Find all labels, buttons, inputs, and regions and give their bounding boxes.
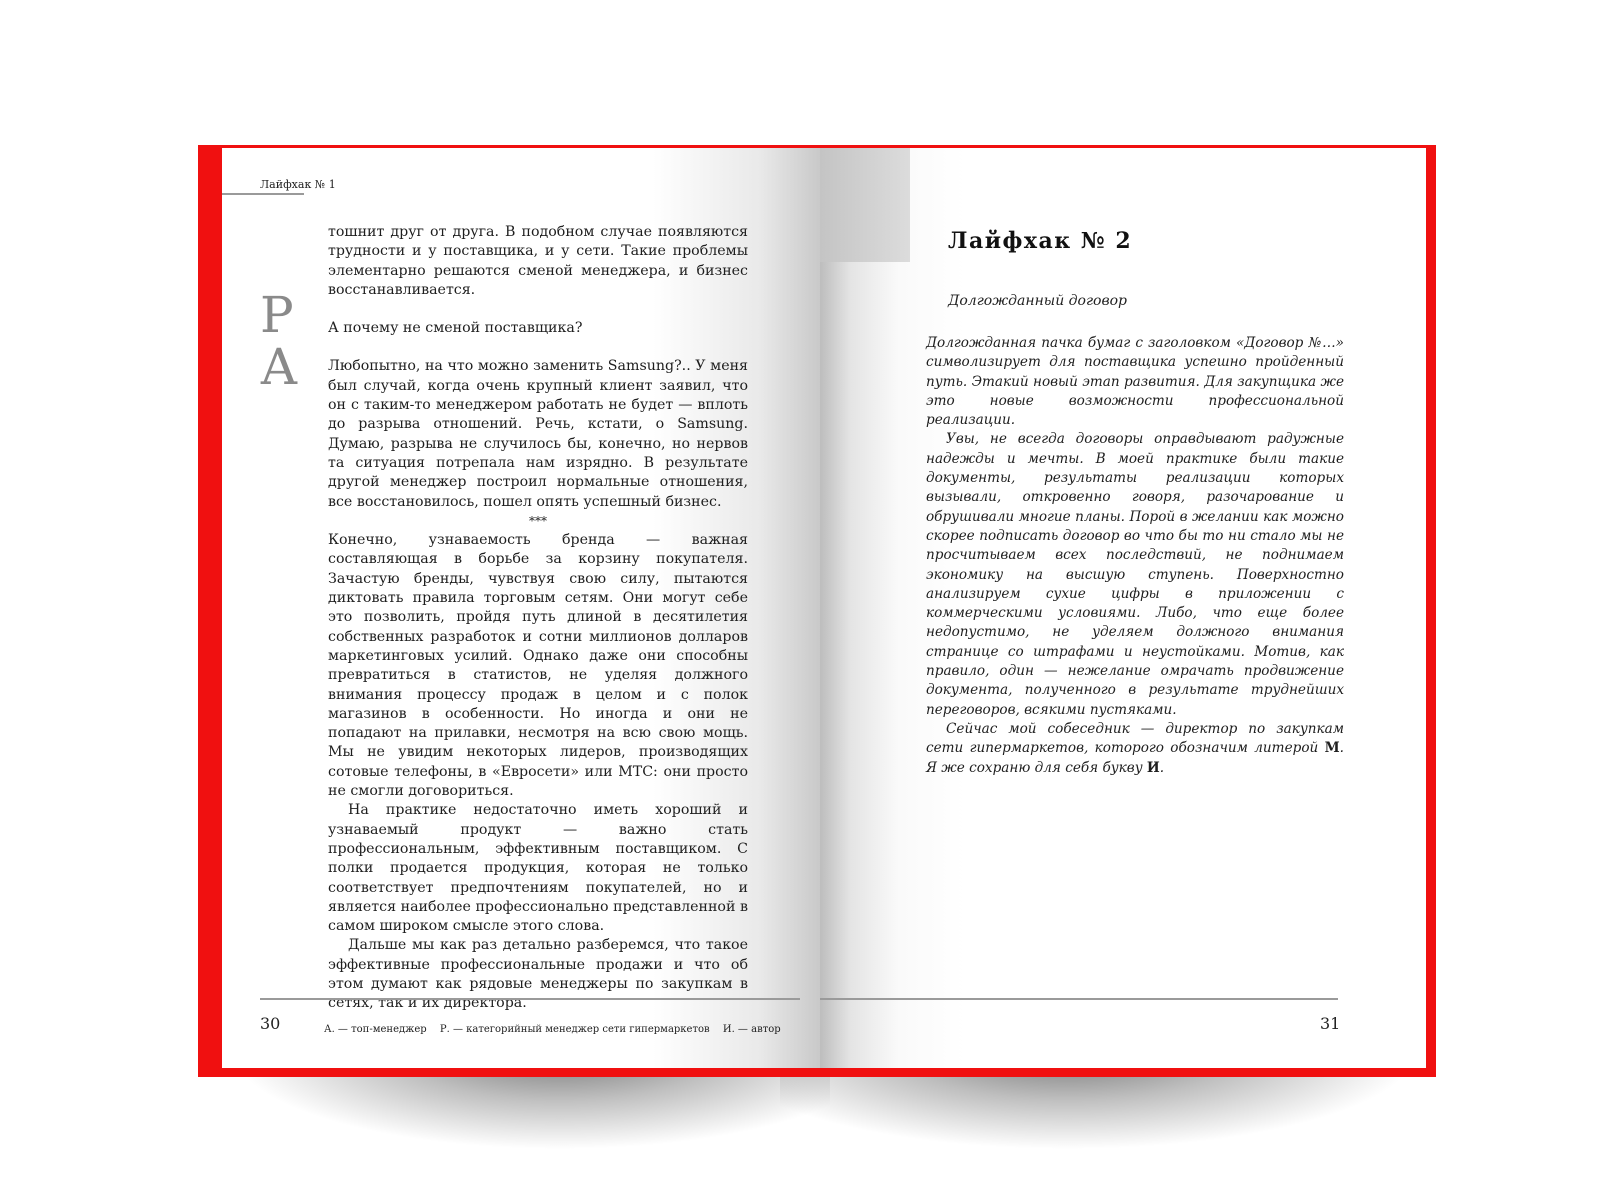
paragraph: Конечно, узнаваемость бренда — важная составляющая в борьбе за корзину покупателя. Зачастую бренды, чувствуя свою силу, пытаются диктовать правила торговым сетям. Они могут себе это позволить, пройдя путь длиной в десятилетия собственных разработок и сотни миллионов долларов маркетинговых усилий. Однако даже они способны превратиться в статистов, не уделяя должного внимания процессу продаж в целом и с полок магазинов в особенности. Но иногда и они не попадают на прилавки, несмотря на всю свою мощь. Мы не увидим некоторых лидеров, производящих сотовые телефоны, в «Евросети» или МТС: они просто не смогли договориться. bbox=[328, 532, 748, 800]
footnote-a: А. — топ-менеджер bbox=[324, 1024, 427, 1035]
running-header: Лайфхак № 1 bbox=[260, 178, 336, 191]
paragraph: Долгожданная пачка бумаг с заголовком «Договор №…» символизирует для поставщика успешно пройденный путь. Этакий новый этап развития. Для закупщика же это новые возможности профессиональной реализации. bbox=[926, 335, 1344, 429]
left-page bbox=[222, 148, 820, 1068]
footer-rule bbox=[260, 998, 800, 1000]
question-paragraph: А почему не сменой поставщика? bbox=[328, 320, 583, 337]
page-number-right: 31 bbox=[1320, 1014, 1341, 1033]
speaker-letter-r: Р bbox=[260, 286, 294, 344]
paragraph: На практике недостаточно иметь хороший и узнаваемый продукт — важно стать профессиональным, эффективным поставщиком. С полки продается продукция, которая не только соответствует предпочтениям покупателей, но и является наиболее профессионально представленной в самом широком смысле этого слова. bbox=[328, 802, 748, 935]
letter-i: И bbox=[1146, 759, 1160, 776]
footnote-i: И. — автор bbox=[722, 1024, 781, 1035]
paragraph-end: . bbox=[1159, 759, 1165, 776]
paragraph: Дальше мы как раз детально разберемся, что такое эффективные профессиональные продажи и что об этом думают как рядовые менеджеры по закупкам в сетях, так и их директора. bbox=[328, 937, 748, 1012]
right-page bbox=[820, 148, 1426, 1068]
paragraph: Любопытно, на что можно заменить Samsung?.. У меня был случай, когда очень крупный клиент заявил, что он с таким-то менеджером работать не будет — вплоть до разрыва отношений. Речь, кстати, о Samsung. Думаю, разрыва не случилось бы, конечно, но нервов та ситуация потрепала нам изрядно. В результате другой менеджер построил нормальные отношения, все восстановилось, пошел опять успешный бизнес. bbox=[328, 358, 748, 510]
paragraph-text: . Я же сохраню для себя букву bbox=[926, 740, 1344, 776]
chapter-tab bbox=[820, 148, 910, 262]
header-rule bbox=[222, 193, 304, 195]
letter-m: М bbox=[1324, 740, 1340, 757]
right-body-text bbox=[926, 334, 1344, 778]
chapter-title: Лайфхак № 2 bbox=[948, 228, 1133, 254]
footnote-r: Р. — категорийный менеджер сети гипермаркетов bbox=[439, 1024, 710, 1035]
footnote-legend bbox=[324, 1024, 791, 1035]
footer-rule bbox=[820, 998, 1338, 1000]
paragraph bbox=[926, 720, 1344, 778]
paragraph: тошнит друг от друга. В подобном случае появляются трудности и у поставщика, и у сети. Такие проблемы элементарно решаются сменой менеджера, и бизнес восстанавливается. bbox=[328, 224, 748, 298]
chapter-subtitle: Долгожданный договор bbox=[948, 293, 1128, 309]
paragraph: Увы, не всегда договоры оправдывают радужные надежды и мечты. В моей практике были такие документы, результаты реализации которых вызывали, откровенно говоря, разочарование и обрушивали многие планы. Порой в желании как можно скорее подписать договор во что бы то ни стало мы не просчитываем всех последствий, не поднимаем экономику на высшую ступень. Поверхностно анализируем сухие цифры в приложении с коммерческими условиями. Либо, что еще более недопустимо, не уделяем должного внимания странице со штрафами и неустойками. Мотив, как правило, один — нежелание омрачать продвижение документа, полученного в результате труднейших переговоров, всякими пустяками. bbox=[926, 431, 1344, 718]
paragraph-text: Сейчас мой собеседник — директор по закупкам сети гипермаркетов, которого обозначим литерой bbox=[926, 720, 1344, 757]
left-body-text bbox=[328, 223, 748, 1014]
page-number-left: 30 bbox=[260, 1014, 281, 1033]
section-separator: *** bbox=[529, 513, 547, 528]
speaker-letter-a: А bbox=[260, 338, 298, 396]
